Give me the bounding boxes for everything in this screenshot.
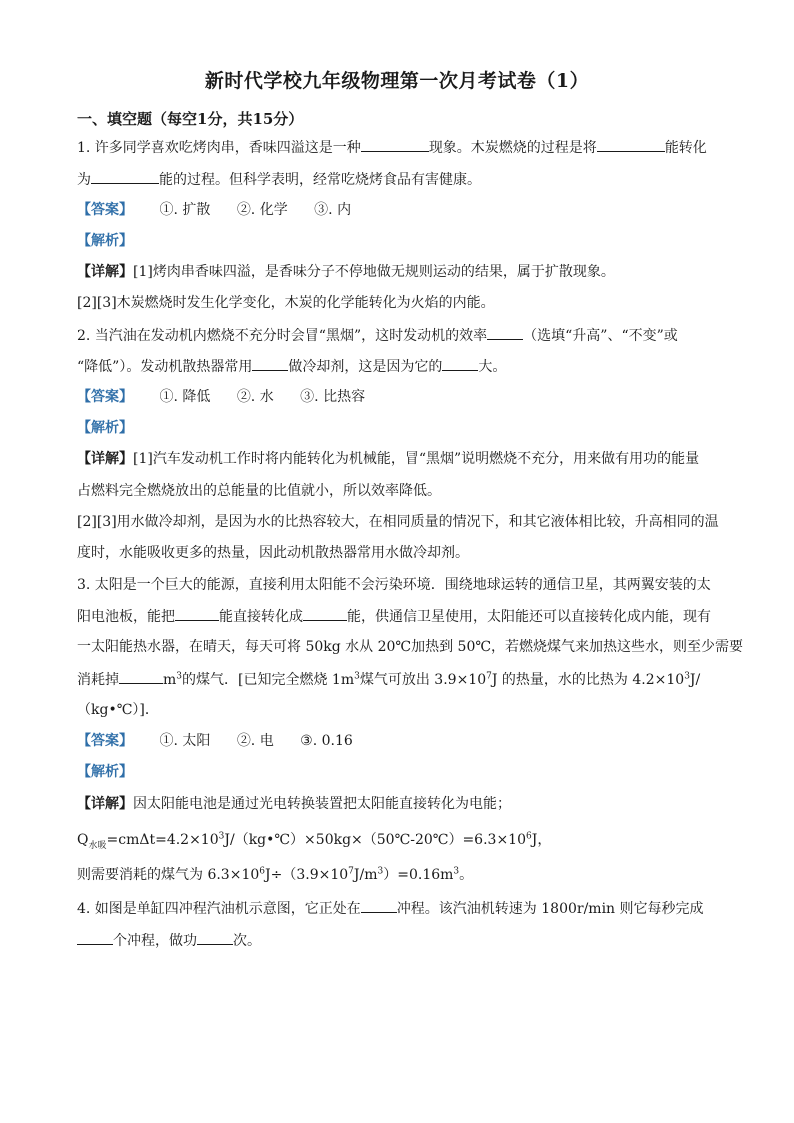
q2-detail-2: 占燃料完全燃烧放出的总能量的比值就小，所以效率降低。 [77,483,441,499]
q2-detail-3: [2][3]用水做冷却剂，是因为水的比热容较大，在相同质量的情况下，和其它液体相比较，升高相同的温 [77,514,719,530]
q1-detail-1: 【详解】[1]烤肉串香味四溢，是香味分子不停地做无规则运动的结果，属于扩散现象。 [77,264,615,280]
q3-formula-2: 则需要消耗的煤气为 $6.3\times 10^6J\div(3.9\times 10^7J/m^3)=0.16m^3$。 [77,866,474,883]
q2-answer: 【答案】 ①. 降低 ②. 水 ③. 比热容 [77,389,366,405]
q3-analysis [77,762,727,782]
q2-line-2: “降低”）。发动机散热器常用 做冷却剂，这是因为它的 大。 [77,356,727,377]
q4-line-1: 4. 如图是单缸四冲程汽油机示意图，它正处在 冲程。该汽油机转速为 1800r/min 则它每秒完成 [77,898,727,919]
answer-label: 【答案】 [77,733,133,749]
q1-analysis [77,231,727,251]
q2-blank-1[interactable] [487,325,523,340]
answer-label: 【答案】 [77,389,133,405]
q3-line-5: （kg•℃）]． [77,702,159,718]
q4-line-2: 个冲程，做功 次。 [77,930,727,951]
answer-label: 【答案】 [77,202,133,218]
q3-detail-1: 【详解】因太阳能电池是通过光电转换装置把太阳能直接转化为电能； [77,796,511,812]
analysis-label: 【解析】 [77,420,133,436]
q3-blank-2[interactable] [303,606,347,621]
q3-blank-3[interactable] [119,669,163,684]
q4-blank-1[interactable] [361,898,397,913]
q2-blank-2[interactable] [252,356,288,371]
q1-line-1: 1. 许多同学喜欢吃烤肉串，香味四溢这是一种 现象。木炭燃烧的过程是将 能转化 [77,137,727,158]
page-title: 新时代学校九年级物理第一次月考试卷（1） [204,70,590,92]
q3-blank-1[interactable] [175,606,219,621]
q4-blank-2[interactable] [77,930,113,945]
analysis-label: 【解析】 [77,233,133,249]
q3-line-2: 阳电池板，能把 能直接转化成 能，供通信卫星使用，太阳能还可以直接转化成内能，现有 [77,606,727,627]
q3-formula-1: $Q_{水吸}=cm\Delta t=4.2\times 10^3J/(kg•℃)\times 50kg\times(50℃-20℃)=6.3\times 10^6J$， [77,831,552,851]
section-heading: 一、填空题（每空1分，共15分） [77,110,304,128]
q2-analysis [77,418,727,438]
q2-detail-4: 度时，水能吸收更多的热量，因此动机散热器常用水做冷却剂。 [77,545,469,561]
q4-blank-3[interactable] [197,930,233,945]
q1-blank-2[interactable] [597,137,665,152]
q3-line-4: 消耗掉 $m^3$的煤气．[已知完全燃烧 $1m^3$煤气可放出 $3.9\times 10^7J$ 的热量，水的比热为 $4.2\times 10^3J/$ [77,669,727,690]
q1-detail-2: [2][3]木炭燃烧时发生化学变化，木炭的化学能转化为火焰的内能。 [77,295,495,311]
q2-detail-1: 【详解】[1]汽车发动机工作时将内能转化为机械能，冒“黑烟”说明燃烧不充分，用来做有用功的能量 [77,451,700,467]
detail-label: 【详解】 [77,264,133,280]
q1-answer: 【答案】 ①. 扩散 ②. 化学 ③. 内 [77,202,352,218]
q3-answer: 【答案】 ①. 太阳 ②. 电 ③. 0.16 [77,733,353,749]
q2-line-1: 2. 当汽油在发动机内燃烧不充分时会冒“黑烟”，这时发动机的效率 （选填“升高”、“不变”或 [77,325,727,346]
q1-blank-3[interactable] [91,169,159,184]
detail-label: 【详解】 [77,796,133,812]
q3-line-3: 一太阳能热水器，在晴天，每天可将 50kg 水从 20℃加热到 50℃，若燃烧煤气来加热这些水，则至少需要 [77,639,744,655]
q2-blank-3[interactable] [442,356,478,371]
q3-line-1: 3. 太阳是一个巨大的能源，直接利用太阳能不会污染环境．围绕地球运转的通信卫星，其两翼安装的太 [77,577,711,593]
analysis-label: 【解析】 [77,764,133,780]
detail-label: 【详解】 [77,451,133,467]
q1-blank-1[interactable] [361,137,429,152]
q1-line-2: 为 能的过程。但科学表明，经常吃烧烤食品有害健康。 [77,169,727,190]
